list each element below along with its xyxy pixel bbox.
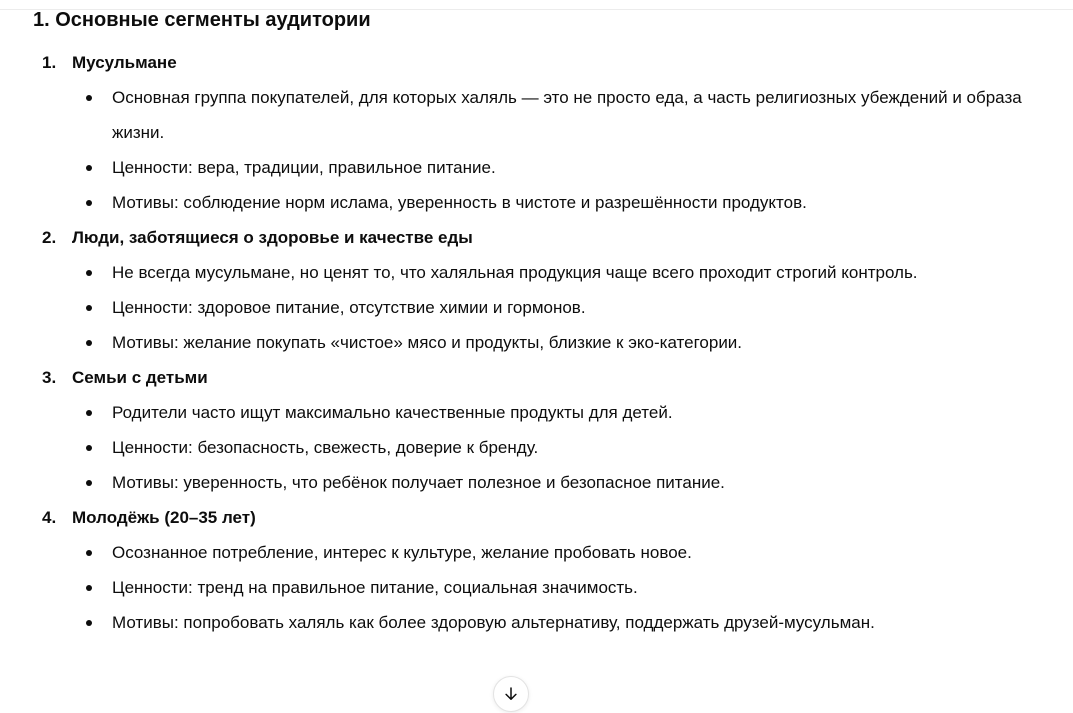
list-item: Осознанное потребление, интерес к культуре, желание пробовать новое. [72,535,1043,570]
bullet-icon [86,95,92,101]
list-item: Не всегда мусульмане, но ценят то, что халяльная продукция чаще всего проходит строгий контроль. [72,255,1043,290]
segment-points [72,535,1043,640]
segments-list [33,45,1043,640]
segment-item [33,360,1043,500]
segment-item [33,45,1043,220]
bullet-icon [86,410,92,416]
list-item: Мотивы: попробовать халяль как более здоровую альтернативу, поддержать друзей-мусульман. [72,605,1043,640]
segment-points [72,80,1043,220]
segment-number: 3. [42,368,57,387]
bullet-icon [86,445,92,451]
segment-title: Молодёжь (20–35 лет) [72,508,256,527]
segment-item [33,220,1043,360]
list-item: Ценности: тренд на правильное питание, социальная значимость. [72,570,1043,605]
list-item: Ценности: вера, традиции, правильное питание. [72,150,1043,185]
list-item: Мотивы: уверенность, что ребёнок получает полезное и безопасное питание. [72,465,1043,500]
segment-title: Семьи с детьми [72,368,208,387]
segment-number: 2. [42,228,57,247]
bullet-icon [86,550,92,556]
arrow-down-icon [502,685,520,703]
section-title: 1. Основные сегменты аудитории [33,9,371,31]
segment-points [72,255,1043,360]
segment-number: 1. [42,53,57,72]
bullet-icon [86,340,92,346]
list-item: Родители часто ищут максимально качественные продукты для детей. [72,395,1043,430]
list-item: Мотивы: соблюдение норм ислама, уверенность в чистоте и разрешённости продуктов. [72,185,1043,220]
bullet-icon [86,200,92,206]
bullet-icon [86,585,92,591]
message-content [33,8,1043,640]
bullet-icon [86,480,92,486]
list-item: Основная группа покупателей, для которых халяль — это не просто еда, а часть религиозных убеждений и образа жизни. [72,80,1043,150]
segment-number: 4. [42,508,57,527]
bullet-icon [86,620,92,626]
segment-points [72,395,1043,500]
list-item: Ценности: здоровое питание, отсутствие химии и гормонов. [72,290,1043,325]
segment-item [33,500,1043,640]
bullet-icon [86,270,92,276]
segment-title: Мусульмане [72,53,177,72]
list-item: Ценности: безопасность, свежесть, доверие к бренду. [72,430,1043,465]
scroll-to-bottom-button[interactable] [493,676,529,712]
segment-title: Люди, заботящиеся о здоровье и качестве еды [72,228,473,247]
bullet-icon [86,305,92,311]
bullet-icon [86,165,92,171]
list-item: Мотивы: желание покупать «чистое» мясо и продукты, близкие к эко-категории. [72,325,1043,360]
